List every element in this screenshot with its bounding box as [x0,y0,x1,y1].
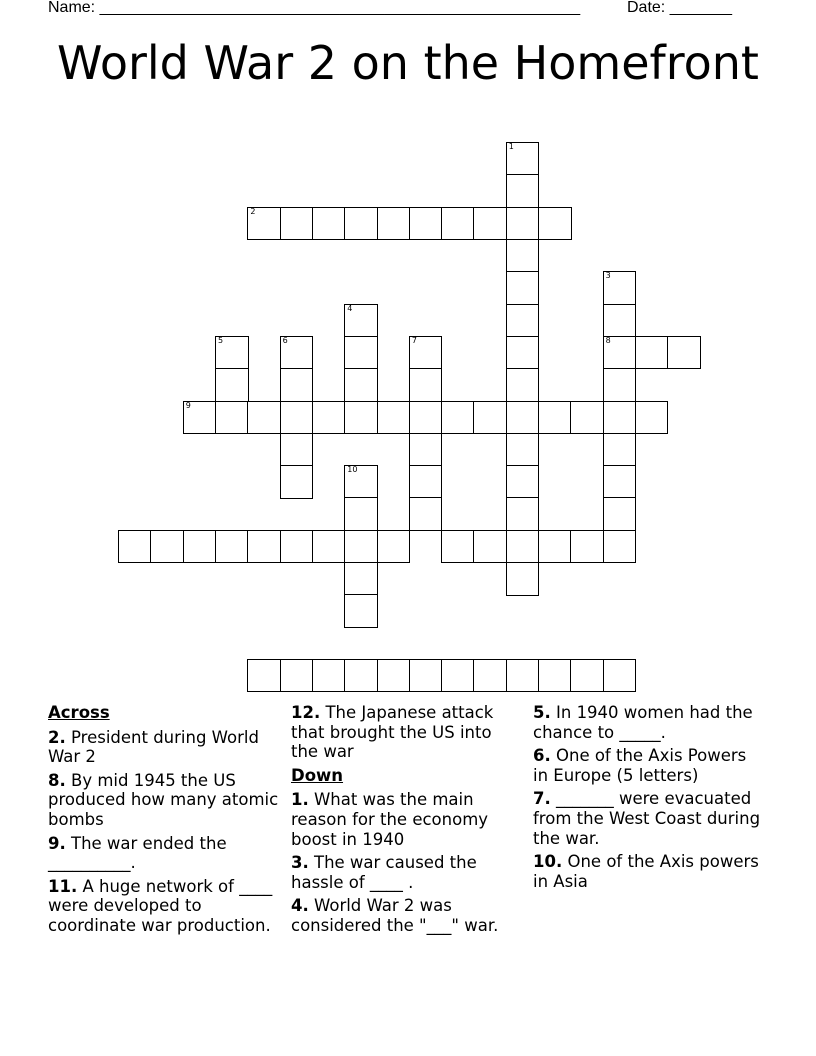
crossword-cell[interactable] [506,304,540,338]
clue-number: 6. [533,746,551,766]
clue-number-label: 7 [411,335,417,345]
crossword-cell[interactable] [377,401,411,435]
crossword-cell[interactable] [473,530,507,564]
crossword-cell[interactable] [441,401,475,435]
crossword-cell[interactable] [441,659,475,693]
crossword-cell[interactable] [538,207,572,241]
clue-number-label: 6 [282,335,288,345]
crossword-cell[interactable] [118,530,152,564]
crossword-cell[interactable] [344,530,378,564]
clue-number: 7. [533,789,551,809]
clue-number-label: 3 [605,271,611,281]
crossword-cell[interactable] [183,401,217,435]
clue-number: 11. [48,876,78,896]
crossword-cell[interactable] [506,368,540,402]
clue-number-label: 4 [347,303,353,313]
clue-number: 8. [48,770,66,790]
crossword-cell[interactable] [506,401,540,435]
crossword-cell[interactable] [538,659,572,693]
crossword-cell[interactable] [603,336,637,370]
crossword-cell[interactable] [603,659,637,693]
crossword-cell[interactable] [215,530,249,564]
crossword-cell[interactable] [344,401,378,435]
crossword-cell[interactable] [344,368,378,402]
crossword-cell[interactable] [280,659,314,693]
crossword-cell[interactable] [344,336,378,370]
crossword-cell[interactable] [377,207,411,241]
clue-text: The Japanese attack that brought the US into the war [291,703,494,762]
clue-text: What was the main reason for the economy boost in 1940 [291,790,489,849]
clue-down-4 [291,896,523,935]
crossword-cell[interactable] [150,530,184,564]
crossword-cell[interactable] [506,530,540,564]
clue-number: 4. [291,896,309,916]
crossword-cell[interactable] [441,530,475,564]
clue-text: One of the Axis Powers in Europe (5 letters) [533,746,747,785]
crossword-cell[interactable] [215,401,249,435]
crossword-cell[interactable] [538,401,572,435]
crossword-cell[interactable] [603,401,637,435]
crossword-cell[interactable] [570,401,604,435]
crossword-cell[interactable] [603,465,637,499]
crossword-cell[interactable] [506,336,540,370]
crossword-cell[interactable] [538,530,572,564]
crossword-cell[interactable] [344,659,378,693]
crossword-cell[interactable] [344,562,378,596]
clue-number: 9. [48,833,66,853]
clue-down-1 [291,790,523,849]
crossword-cell[interactable] [635,336,669,370]
crossword-cell[interactable] [215,336,249,370]
crossword-cell[interactable] [312,207,346,241]
crossword-cell[interactable] [247,659,281,693]
crossword-cell[interactable] [409,207,443,241]
crossword-cell[interactable] [570,530,604,564]
crossword-cell[interactable] [215,368,249,402]
crossword-cell[interactable] [603,497,637,531]
crossword-cell[interactable] [312,530,346,564]
clue-number: 12. [291,703,321,722]
clue-number: 5. [533,703,551,722]
crossword-cell[interactable] [377,530,411,564]
crossword-cell[interactable] [473,207,507,241]
clues-column-3 [533,703,765,895]
crossword-cell[interactable] [473,659,507,693]
clue-down-7 [533,789,765,848]
clue-number-label: 1 [508,142,514,152]
crossword-cell[interactable] [280,207,314,241]
crossword-cell[interactable] [603,368,637,402]
crossword-cell[interactable] [247,401,281,435]
crossword-cell[interactable] [603,304,637,338]
clue-text: _______ were evacuated from the West Coast during the war. [533,789,761,848]
clue-number-label: 10 [347,465,358,475]
crossword-cell[interactable] [312,401,346,435]
crossword-cell[interactable] [247,530,281,564]
date-field-label[interactable]: Date: _______ [627,0,732,16]
page-title: World War 2 on the Homefront [57,36,759,90]
crossword-cell[interactable] [280,401,314,435]
crossword-cell[interactable] [344,304,378,338]
crossword-cell[interactable] [409,497,443,531]
crossword-cell[interactable] [409,659,443,693]
clue-number-label: 5 [218,335,224,345]
crossword-cell[interactable] [506,207,540,241]
clue-text: The war caused the hassle of ____ . [291,853,477,892]
crossword-cell[interactable] [377,659,411,693]
clue-across-9 [48,834,280,873]
clue-across-11 [48,877,280,936]
clue-number: 2. [48,727,66,747]
crossword-cell[interactable] [506,142,540,176]
crossword-cell[interactable] [506,497,540,531]
crossword-cell[interactable] [570,659,604,693]
crossword-cell[interactable] [506,433,540,467]
crossword-cell[interactable] [506,562,540,596]
crossword-cell[interactable] [603,530,637,564]
crossword-cell[interactable] [344,465,378,499]
crossword-cell[interactable] [506,659,540,693]
clue-text: World War 2 was considered the "___" war. [291,896,499,935]
crossword-cell[interactable] [506,271,540,305]
crossword-cell[interactable] [183,530,217,564]
clue-text: One of the Axis powers in Asia [533,852,759,891]
clue-number: 3. [291,853,309,873]
clue-text: By mid 1945 the US produced how many atomic bombs [48,770,279,829]
crossword-cell[interactable] [409,401,443,435]
clue-number: 10. [533,852,563,872]
crossword-cell[interactable] [506,174,540,208]
clue-text: A huge network of ____ were developed to coordinate war production. [48,876,273,935]
crossword-cell[interactable] [344,594,378,628]
crossword-cell[interactable] [409,368,443,402]
clue-number-label: 2 [250,206,256,216]
across-heading: Across [48,703,110,722]
crossword-cell[interactable] [506,239,540,273]
clue-number: 1. [291,790,309,810]
crossword-cell[interactable] [409,465,443,499]
clues-column-2 [291,703,523,940]
crossword-cell[interactable] [506,465,540,499]
crossword-cell[interactable] [280,368,314,402]
clue-down-3 [291,853,523,892]
crossword-cell[interactable] [603,433,637,467]
clue-text: In 1940 women had the chance to _____. [533,703,753,742]
clue-number-label: 9 [185,400,191,410]
down-heading: Down [291,765,344,785]
name-field-label[interactable]: Name: ______________________________________________________ [48,0,581,16]
crossword-cell[interactable] [312,659,346,693]
clues-column-1 [48,703,280,940]
clue-text: President during World War 2 [48,727,259,767]
clue-down-6 [533,746,765,785]
clue-down-5 [533,703,765,742]
clue-across-12 [291,703,523,762]
clue-across-8 [48,771,280,830]
crossword-cell[interactable] [280,336,314,370]
crossword-cell[interactable] [409,433,443,467]
crossword-cell[interactable] [473,401,507,435]
crossword-cell[interactable] [603,271,637,305]
crossword-cell[interactable] [409,336,443,370]
crossword-cell[interactable] [667,336,701,370]
clue-text: The war ended the __________. [48,833,227,873]
crossword-cell[interactable] [344,207,378,241]
clue-across-2 [48,728,280,767]
clue-down-10 [533,852,765,891]
crossword-cell[interactable] [441,207,475,241]
clue-number-label: 8 [605,335,611,345]
crossword-cell[interactable] [280,530,314,564]
crossword-cell[interactable] [280,433,314,467]
crossword-cell[interactable] [635,401,669,435]
crossword-cell[interactable] [247,207,281,241]
crossword-cell[interactable] [280,465,314,499]
crossword-cell[interactable] [344,497,378,531]
